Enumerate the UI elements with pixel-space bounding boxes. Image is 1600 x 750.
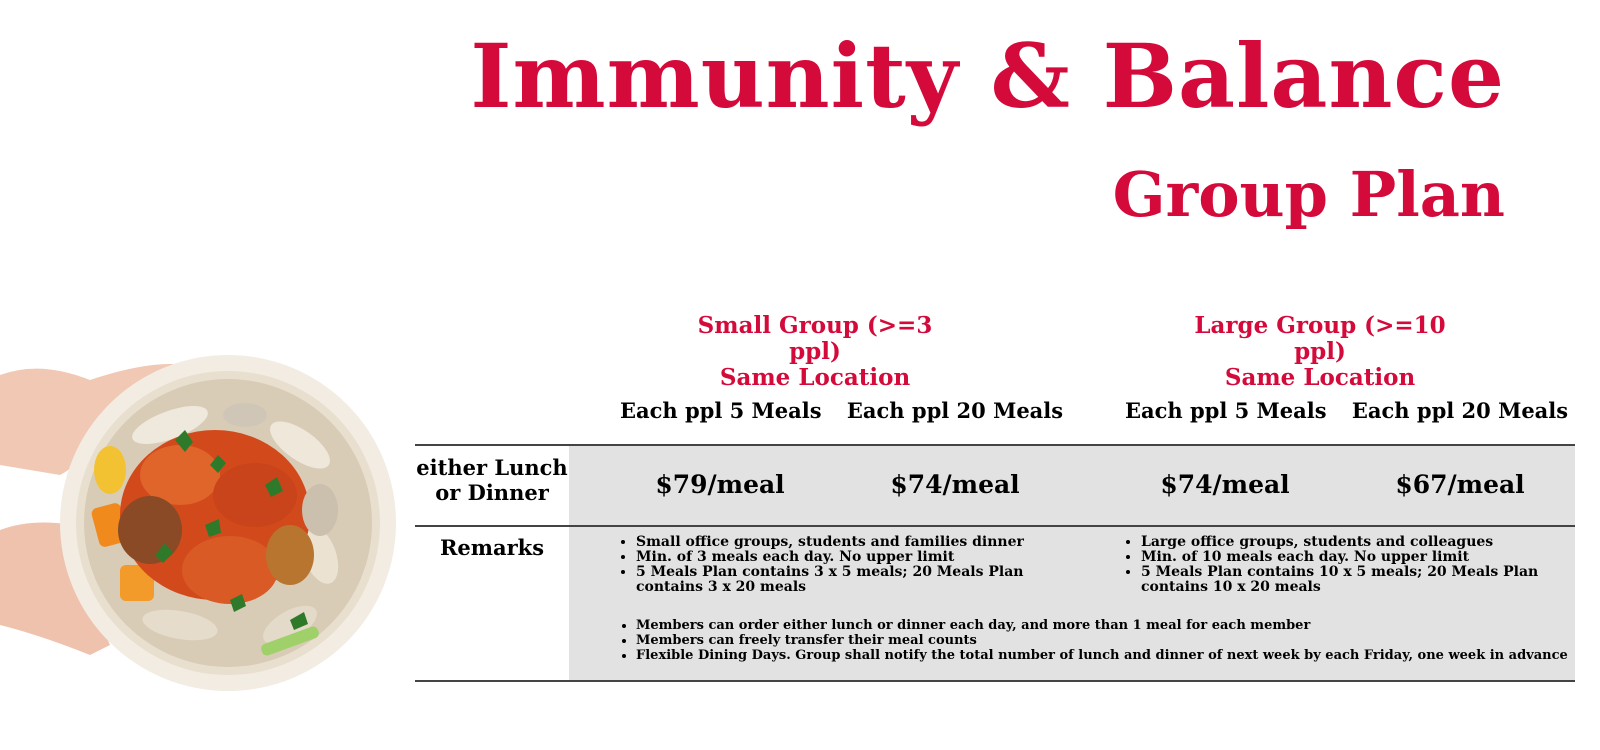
list-item: • Small office groups, students and families dinner (636, 535, 1076, 550)
price-large-5: $74/meal (1160, 470, 1290, 499)
list-item: • Flexible Dining Days. Group shall notify the total number of lunch and dinner of next week by each Friday, one week in advance (636, 648, 1586, 663)
list-item: • Large office groups, students and colleagues (1141, 535, 1586, 550)
remarks-row-label: Remarks (439, 535, 545, 560)
col-header-small-20: Each ppl 20 Meals (846, 398, 1064, 423)
table-bottom-rule (415, 680, 1575, 682)
page-title: Immunity & Balance (470, 24, 1505, 128)
page-subtitle: Group Plan (1112, 158, 1505, 231)
list-item: • Min. of 10 meals each day. No upper limit (1141, 550, 1586, 565)
list-item: • 5 Meals Plan contains 3 x 5 meals; 20 Meals Plan contains 3 x 20 meals (636, 565, 1076, 595)
meal-row-label-line1: either Lunch (416, 455, 568, 480)
list-item: • Members can order either lunch or dinner each day, and more than 1 meal for each member (636, 618, 1586, 633)
table-top-rule (415, 444, 1575, 446)
food-bowl-photo (0, 355, 400, 695)
small-group-location: Same Location (719, 364, 911, 391)
small-group-header (670, 313, 960, 391)
large-group-name: Large Group (>=10 ppl) (1194, 312, 1446, 365)
price-large-20: $67/meal (1395, 470, 1525, 499)
small-group-name: Small Group (>=3 ppl) (697, 312, 933, 365)
small-group-remarks (621, 535, 1076, 595)
common-remarks (621, 618, 1586, 663)
large-group-header (1170, 313, 1470, 391)
col-header-small-5: Each ppl 5 Meals (620, 398, 822, 423)
list-item: • Min. of 3 meals each day. No upper limit (636, 550, 1076, 565)
price-small-20: $74/meal (890, 470, 1020, 499)
col-header-large-20: Each ppl 20 Meals (1351, 398, 1569, 423)
meal-row-label-line2: or Dinner (435, 480, 549, 505)
list-item: • 5 Meals Plan contains 10 x 5 meals; 20 Meals Plan contains 10 x 20 meals (1141, 565, 1586, 595)
large-group-remarks (1126, 535, 1586, 595)
meal-row-label (415, 455, 569, 505)
price-small-5: $79/meal (655, 470, 785, 499)
table-mid-rule (415, 525, 1575, 527)
col-header-large-5: Each ppl 5 Meals (1125, 398, 1327, 423)
large-group-location: Same Location (1224, 364, 1416, 391)
list-item: • Members can freely transfer their meal counts (636, 633, 1586, 648)
